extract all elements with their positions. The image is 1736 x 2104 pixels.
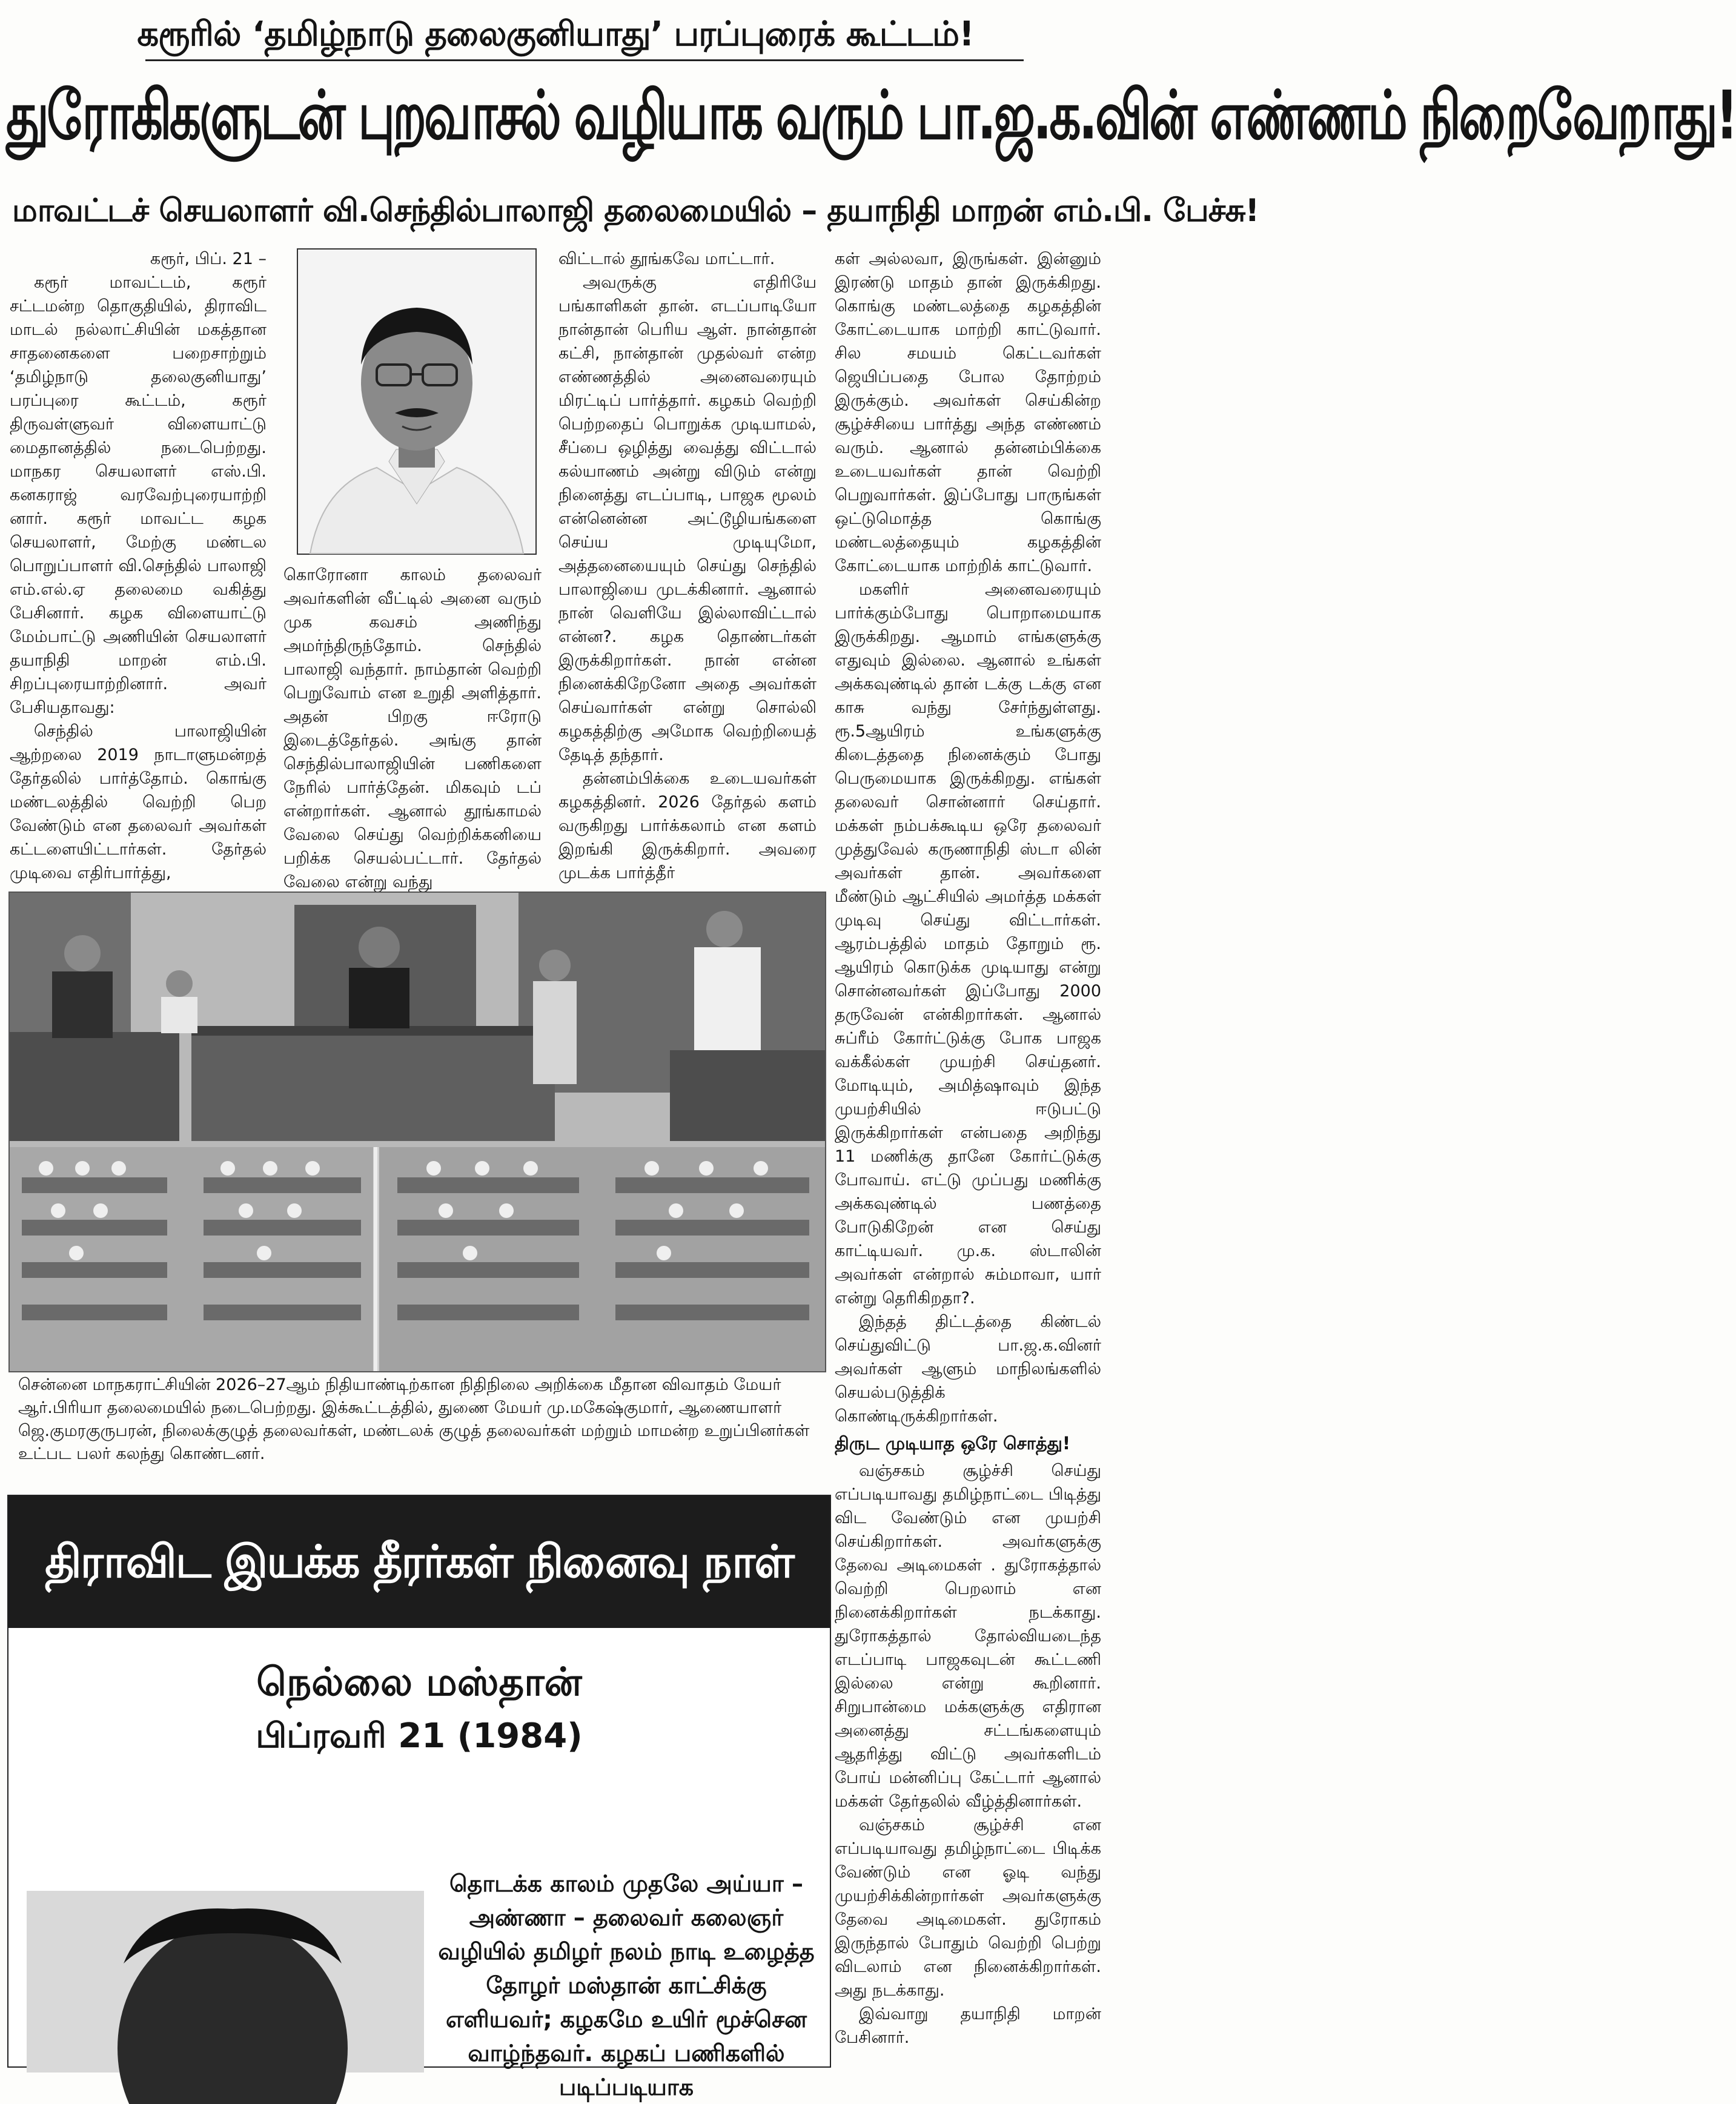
memorial-portrait-illustration — [27, 1891, 424, 2073]
article-paragraph: அவருக்கு எதிரியே பங்காளிகள் தான். எடப்பாடியோ நான்தான் பெரிய ஆள். நான்தான் கட்சி, நான்தான் முதல்வர் என்ற எண்ணத்தில் அனைவரையும் மிரட்டிப் பார்த்தார். கழகம் வெற்றி பெற்றதைப் பொறுக்க முடியாமல், சீப்பை ஒழித்து வைத்து விட்டால் கல்யாணம் அன்று விடும் என்று நினைத்து எடப்பாடி, பாஜக மூலம் என்னென்ன அட்டூழியங்களை செய்ய முடியுமோ, அத்தனையையும் செய்து செந்தில் பாலாஜியை முடக்கினார். ஆனால் நான் வெளியே இல்லாவிட்டால் என்ன?. கழக தொண்டர்கள் இருக்கிறார்கள். நான் என்ன நினைக்கிறேனோ அதை அவர்கள் செய்வார்கள் என்று சொல்லி கழகத்திற்கு அமோக வெற்றியைத் தேடித் தந்தார். — [558, 273, 817, 764]
article-paragraph: தன்னம்பிக்கை உடையவர்கள் கழகத்தினர். 2026 தேர்தல் களம் வருகிறது பார்க்கலாம் என களம் இறங்கி இருக்கிறார். அவரை முடக்க பார்த்தீர் — [558, 769, 817, 882]
memorial-box — [7, 1495, 831, 2100]
council-meeting-photo — [8, 892, 826, 1372]
article-paragraph: செந்தில் பாலாஜியின் ஆற்றலை 2019 நாடாளுமன்றத் தேர்தலில் பார்த்தோம். கொங்கு மண்டலத்தில் வெற்றி பெற வேண்டும் என தலைவர் அவர்கள் கட்டளையிட்டார்கள். தேர்தல் முடிவை எதிர்பார்த்து, — [10, 722, 267, 882]
article-paragraph: வஞ்சகம் சூழ்ச்சி செய்து எப்படியாவது தமிழ்நாட்டை பிடித்து விட வேண்டும் என முயற்சி செய்கிறார்கள். அவர்களுக்கு தேவை அடிமைகள் . துரோகத்தால் வெற்றி பெறலாம் என நினைக்கிறார்கள் நடக்காது. துரோகத்தால் தோல்வியடைந்த எடப்பாடி பாஜகவுடன் கூட்டணி இல்லை என்று கூறினார். சிறுபான்மை மக்களுக்கு எதிரான அனைத்து சட்டங்களையும் ஆதரித்து விட்டு அவர்களிடம் போய் மன்னிப்பு கேட்டார் ஆனால் மக்கள் தேர்தலில் வீழ்த்தினார்கள். — [835, 1461, 1101, 1811]
article-paragraph: கொரோனா காலம் தலைவர் அவர்களின் வீட்டில் அனை வரும் முக கவசம் அணிந்து அமர்ந்திருந்தோம். செந்தில் பாலாஜி வந்தார். நாம்தான் வெற்றி பெறுவோம் என உறுதி அளித்தார். அதன் பிறகு ஈரோடு இடைத்தேர்தல். அங்கு தான் செந்தில்பாலாஜியின் பணிகளை நேரில் பார்த்தேன். மிகவும் டப் என்றார்கள். ஆனால் தூங்காமல் வேலை செய்து வெற்றிக்கனியை பறிக்க செயல்பட்டார். தேர்தல் வேலை என்று வந்து — [283, 566, 542, 892]
article-paragraph: மகளிர் அனைவரையும் பார்க்கும்போது பொறாமையாக இருக்கிறது. ஆமாம் எங்களுக்கு எதுவும் இல்லை. ஆனால் உங்கள் அக்கவுண்டில் தான் டக்கு டக்கு என காசு வந்து சேர்ந்துள்ளது. ரூ.5ஆயிரம் உங்களுக்கு கிடைத்ததை நினைக்கும் போது பெருமையாக இருக்கிறது. எங்கள் தலைவர் சொன்னார் செய்தார். மக்கள் நம்பக்கூடிய ஒரே தலைவர் முத்துவேல் கருணாநிதி ஸ்டா லின் அவர்கள் தான். அவர்களை மீண்டும் ஆட்சியில் அமர்த்த மக்கள் முடிவு செய்து விட்டார்கள். ஆரம்பத்தில் மாதம் தோறும் ரூ. ஆயிரம் கொடுக்க முடியாது என்று சொன்னவர்கள் இப்போது 2000 தருவேன் என்கிறார்கள். ஆனால் சுப்ரீம் கோர்ட்டுக்கு போக பாஜக வக்கீல்கள் முயற்சி செய்தனர். மோடியும், அமித்ஷாவும் இந்த முயற்சியில் ஈடுபட்டு இருக்கிறார்கள் என்பதை அறிந்து 11 மணிக்கு தானே கோர்ட்டுக்கு போவாய். எட்டு முப்பது மணிக்கு அக்கவுண்டில் பணத்தை போடுகிறேன் என செய்து காட்டியவர். மு.க. ஸ்டாலின் அவர்கள் என்றால் சும்மாவா, யார் என்று தெரிகிறதா?. — [835, 580, 1101, 1308]
article-paragraph: வஞ்சகம் சூழ்ச்சி என எப்படியாவது தமிழ்நாட்டை பிடிக்க வேண்டும் என ஓடி வந்து முயற்சிக்கின்றார்கள் அவர்களுக்கு தேவை அடிமைகள். துரோகம் இருந்தால் போதும் வெற்றி பெற்று விடலாம் என நினைக்கிறார்கள். அது நடக்காது. — [835, 1816, 1101, 2000]
photo-caption: சென்னை மாநகராட்சியின் 2026–27ஆம் நிதியாண்டிற்கான நிதிநிலை அறிக்கை மீதான விவாதம் மேயர் ஆர்.பிரியா தலைமையில் நடைபெற்றது. இக்கூட்டத்தில், துணை மேயர் மு.மகேஷ்குமார், ஆணையாளர் ஜெ.குமரகுருபரன், நிலைக்குழுத் தலைவர்கள், மண்டலக் குழுத் தலைவர்கள் மற்றும் மாமன்ற உறுப்பினர்கள் உட்பட பலர் கலந்து கொண்டனர். — [18, 1375, 810, 1463]
article-paragraph: விட்டால் தூங்கவே மாட்டார். — [558, 250, 775, 268]
article-column-4 — [835, 247, 1101, 2049]
dateline: கரூர், பிப். 21 – — [150, 250, 267, 268]
memorial-name: நெல்லை மஸ்தான் — [256, 1660, 582, 1705]
article-column-1 — [10, 247, 267, 885]
portrait-illustration — [298, 250, 535, 554]
article-column-3 — [558, 247, 817, 885]
article-column-2 — [283, 563, 542, 894]
sub-headline: மாவட்டச் செயலாளர் வி.செந்தில்பாலாஜி தலைமையில் – தயாநிதி மாறன் எம்.பி. பேச்சு! — [12, 193, 1259, 229]
main-headline: துரோகிகளுடன் புறவாசல் வழியாக வரும் பா.ஜ.க.வின் எண்ணம் நிறைவேறாது! — [6, 77, 1736, 155]
article-paragraph: இந்தத் திட்டத்தை கிண்டல் செய்துவிட்டு பா.ஜ.க.வினர் அவர்கள் ஆளும் மாநிலங்களில் செயல்படுத்திக் கொண்டிருக்கிறார்கள். — [835, 1312, 1101, 1426]
article-paragraph: கள் அல்லவா, இருங்கள். இன்னும் இரண்டு மாதம் தான் இருக்கிறது. கொங்கு மண்டலத்தை கழகத்தின் கோட்டையாக மாற்றி காட்டுவார். சில சமயம் கெட்டவர்கள் ஜெயிப்பதை போல தோற்றம் இருக்கும். அவர்கள் செய்கின்ற சூழ்ச்சியை பார்த்து அந்த எண்ணம் வரும். ஆனால் தன்னம்பிக்கை உடையவர்கள் தான் வெற்றி பெறுவார்கள். இப்போது பாருங்கள் ஒட்டுமொத்த கொங்கு மண்டலத்தையும் கழகத்தின் கோட்டையாக மாற்றிக் காட்டுவார். — [835, 250, 1101, 575]
section-heading: திருட முடியாத ஒரே சொத்து! — [835, 1433, 1071, 1454]
portrait-photo — [297, 248, 537, 555]
article-paragraph: இவ்வாறு தயாநிதி மாறன் பேசினார். — [835, 2005, 1101, 2047]
memorial-tribute-text: தொடக்க காலம் முதலே அய்யா – அண்ணா – தலைவர் கலைஞர் வழியில் தமிழர் நலம் நாடி உழைத்த தோழர் மஸ்தான் காட்சிக்கு எளியவர்; கழகமே உயிர் மூச்சென வாழ்ந்தவர். கழகப் பணிகளில் படிப்படியாக — [438, 1870, 815, 2100]
council-meeting-illustration — [10, 893, 825, 1371]
kicker-divider — [145, 59, 1024, 61]
article-paragraph: கரூர் மாவட்டம், கரூர் சட்டமன்ற தொகுதியில், திராவிட மாடல் நல்லாட்சியின் மகத்தான சாதனைகளை பறைசாற்றும் ‘தமிழ்நாடு தலைகுனியாது’ பரப்புரை கூட்டம், கரூர் திருவள்ளுவர் விளையாட்டு மைதானத்தில் நடைபெற்றது. மாநகர செயலாளர் எஸ்.பி. கனகராஜ் வரவேற்புரையாற்றி னார். கரூர் மாவட்ட கழக செயலாளர், மேற்கு மண்டல பொறுப்பாளர் வி.செந்தில் பாலாஜி எம்.எல்.ஏ தலைமை வகித்து பேசினார். கழக விளையாட்டு மேம்பாட்டு அணியின் செயலாளர் தயாநிதி மாறன் எம்.பி. சிறப்புரையாற்றினார். அவர் பேசியதாவது: — [10, 273, 267, 717]
memorial-portrait-photo — [27, 1891, 424, 2073]
memorial-date: பிப்ரவரி 21 (1984) — [256, 1716, 583, 1756]
kicker-headline: கரூரில் ‘தமிழ்நாடு தலைகுனியாது’ பரப்புரைக் கூட்டம்! — [137, 15, 974, 54]
memorial-banner: திராவிட இயக்க தீரர்கள் நினைவு நாள் — [8, 1496, 830, 1628]
